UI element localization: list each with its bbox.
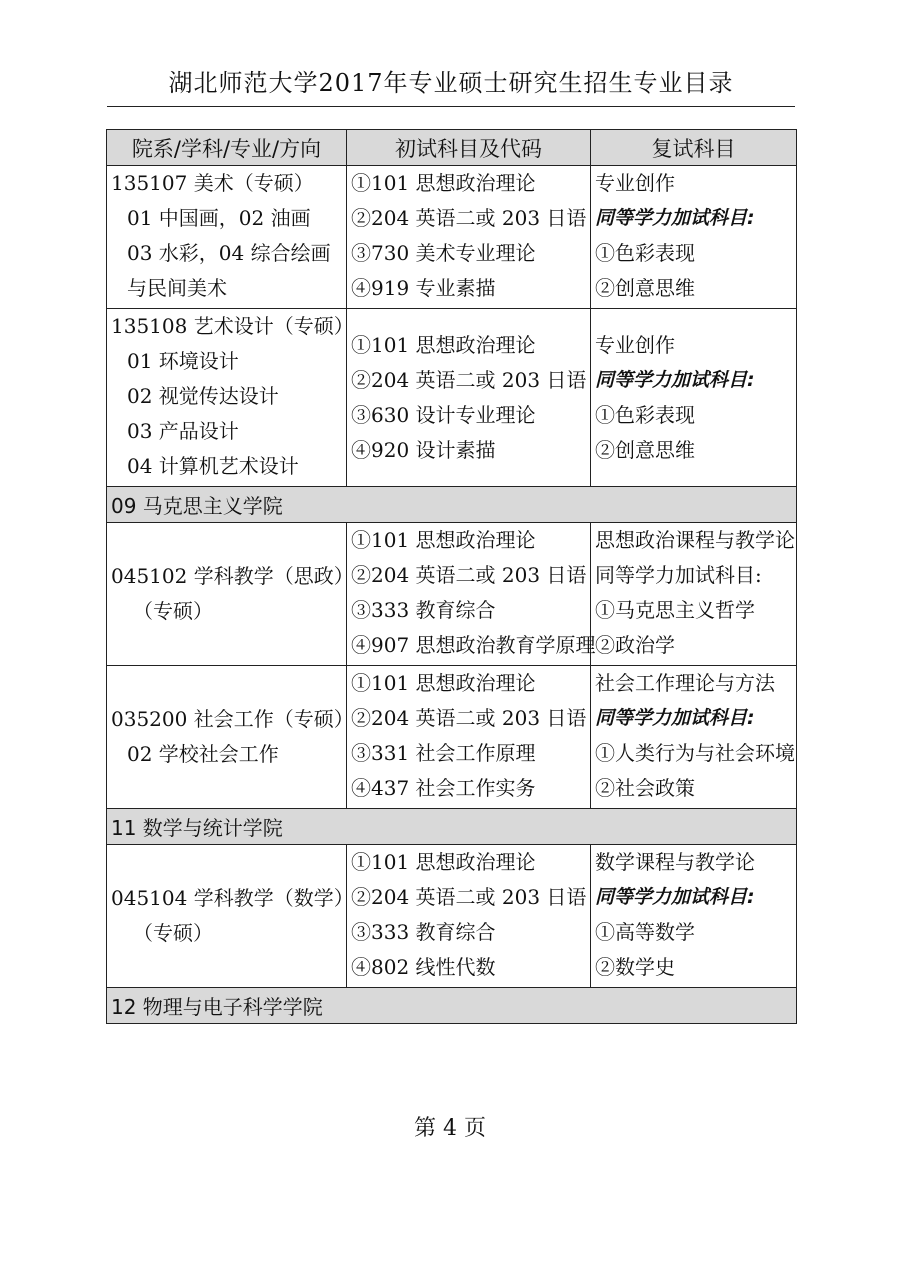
major-type: （专硕） — [133, 599, 213, 623]
equivalent-extra-label: 同等学力加试科目: — [595, 563, 762, 587]
major-direction: 01 环境设计 — [127, 349, 239, 373]
retest-subject: ②创意思维 — [595, 437, 695, 462]
program-catalog-table — [106, 129, 797, 1024]
exam-subject: ①101 思想政治理论 — [351, 332, 536, 357]
exam-subject: ④919 专业素描 — [351, 276, 496, 300]
department-name: 12 物理与电子科学学院 — [107, 988, 797, 1024]
retest-subject: ②数学史 — [595, 955, 675, 979]
exam-cell — [347, 166, 591, 309]
retest-cell — [591, 523, 797, 666]
exam-cell — [347, 309, 591, 487]
major-direction: 03 水彩，04 综合绘画与民间美术 — [127, 241, 331, 300]
major-code: 135107 美术（专硕） — [111, 171, 314, 195]
equivalent-extra-label: 同等学力加试科目: — [595, 707, 755, 729]
exam-subject: ①101 思想政治理论 — [351, 528, 536, 552]
major-direction: 03 产品设计 — [127, 419, 239, 443]
exam-subject: ③630 设计专业理论 — [351, 402, 536, 427]
page-title: 湖北师范大学2017年专业硕士研究生招生专业目录 — [107, 66, 795, 107]
exam-subject: ④437 社会工作实务 — [351, 776, 536, 800]
exam-subject: ③331 社会工作原理 — [351, 741, 536, 765]
major-direction: 02 视觉传达设计 — [127, 384, 279, 408]
exam-subject: ④920 设计素描 — [351, 437, 496, 462]
retest-subject: 数学课程与教学论 — [595, 850, 755, 874]
exam-subject: ④907 思想政治教育学原理 — [351, 633, 596, 657]
major-cell — [107, 166, 347, 309]
exam-subject: ②204 英语二或 203 日语 — [351, 885, 587, 909]
retest-subject: ②社会政策 — [595, 776, 695, 800]
retest-subject: ①马克思主义哲学 — [595, 598, 755, 622]
equivalent-extra-label: 同等学力加试科目: — [595, 368, 755, 391]
column-header-retest: 复试科目 — [591, 130, 797, 166]
table-row — [107, 845, 797, 988]
exam-subject: ①101 思想政治理论 — [351, 171, 536, 195]
major-direction: 02 学校社会工作 — [127, 742, 279, 766]
retest-subject: ①色彩表现 — [595, 241, 695, 265]
major-code: 045102 学科教学（思政） — [111, 564, 354, 588]
department-name: 09 马克思主义学院 — [107, 487, 797, 523]
retest-subject: 社会工作理论与方法 — [595, 671, 775, 695]
department-row — [107, 487, 797, 523]
major-code: 035200 社会工作（专硕） — [111, 707, 354, 731]
exam-subject: ①101 思想政治理论 — [351, 671, 536, 695]
table-header-row — [107, 130, 797, 166]
equivalent-extra-label: 同等学力加试科目: — [595, 886, 755, 908]
exam-subject: ②204 英语二或 203 日语 — [351, 706, 587, 730]
major-direction: 01 中国画，02 油画 — [127, 206, 311, 230]
retest-subject: ①人类行为与社会环境 — [595, 741, 795, 765]
major-cell — [107, 666, 354, 809]
retest-subject: 专业创作 — [595, 171, 675, 195]
exam-subject: ③333 教育综合 — [351, 920, 496, 944]
major-cell — [107, 845, 354, 988]
table-row — [107, 309, 797, 487]
major-code: 135108 艺术设计（专硕） — [111, 314, 354, 338]
exam-subject: ④802 线性代数 — [351, 955, 496, 979]
exam-subject: ②204 英语二或 203 日语 — [351, 563, 587, 587]
table-row — [107, 166, 797, 309]
major-cell — [107, 523, 354, 666]
retest-subject: ②创意思维 — [595, 276, 695, 300]
exam-subject: ②204 英语二或 203 日语 — [351, 206, 587, 230]
retest-subject: 思想政治课程与教学论 — [595, 528, 795, 552]
retest-cell — [591, 845, 797, 988]
exam-subject: ②204 英语二或 203 日语 — [351, 367, 587, 392]
exam-cell — [347, 523, 596, 666]
retest-subject: ①色彩表现 — [595, 402, 695, 427]
retest-subject: ①高等数学 — [595, 920, 695, 944]
exam-subject: ③730 美术专业理论 — [351, 241, 536, 265]
exam-cell — [347, 666, 591, 809]
retest-cell — [591, 166, 797, 309]
retest-subject: ②政治学 — [595, 633, 675, 657]
table-row — [107, 666, 797, 809]
column-header-major: 院系/学科/专业/方向 — [107, 130, 347, 166]
major-cell — [107, 309, 354, 487]
department-row — [107, 988, 797, 1024]
retest-cell — [591, 666, 797, 809]
exam-cell — [347, 845, 591, 988]
department-name: 11 数学与统计学院 — [107, 809, 797, 845]
exam-subject: ③333 教育综合 — [351, 598, 496, 622]
major-direction: 04 计算机艺术设计 — [127, 454, 299, 478]
equivalent-extra-label: 同等学力加试科目: — [595, 207, 755, 229]
exam-subject: ①101 思想政治理论 — [351, 850, 536, 874]
retest-cell — [591, 309, 797, 487]
column-header-exam: 初试科目及代码 — [347, 130, 591, 166]
major-code: 045104 学科教学（数学） — [111, 886, 354, 910]
department-row — [107, 809, 797, 845]
major-type: （专硕） — [133, 921, 213, 945]
table-row — [107, 523, 797, 666]
page-number: 第 4 页 — [414, 1116, 486, 1141]
retest-subject: 专业创作 — [595, 332, 675, 357]
